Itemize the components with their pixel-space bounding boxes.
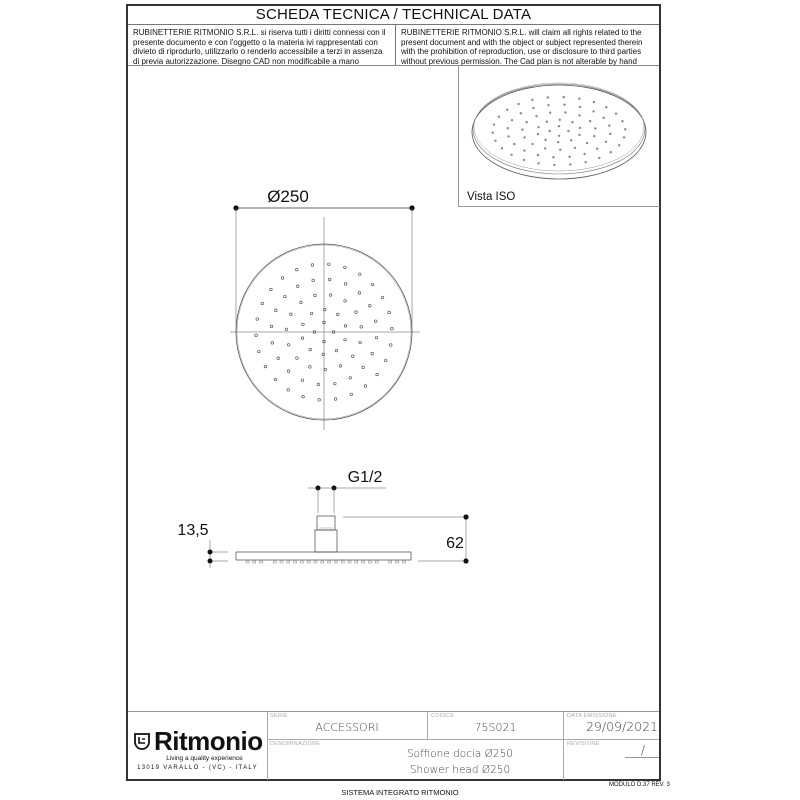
nozzle-hole bbox=[256, 318, 259, 321]
nozzle-hole bbox=[285, 328, 288, 331]
nozzle-hole bbox=[337, 313, 340, 316]
nozzle-hole bbox=[318, 399, 321, 402]
side-nozzle bbox=[287, 561, 290, 563]
side-nozzle bbox=[280, 561, 283, 563]
notice-italian: RUBINETTERIE RITMONIO S.R.L. si riserva tutti i diritti connessi con il presente documento e con l'oggetto o la materia ivi rappresentati con divieto di riprodurlo, utilizzarlo o renderlo accessibile a terzi in assenza di previa autorizzazione. Disegno CAD non modificabile a mano bbox=[128, 25, 396, 65]
nozzle-hole bbox=[309, 348, 312, 351]
brand-tagline: Living a quality experience bbox=[166, 755, 243, 762]
nozzle-hole bbox=[324, 368, 327, 371]
nozzle-hole bbox=[388, 311, 391, 314]
nozzle-hole bbox=[258, 350, 261, 353]
data-emissione-label: DATA EMISSIONE bbox=[567, 713, 617, 719]
side-view-nozzles bbox=[246, 561, 405, 563]
footer-system: SISTEMA INTEGRATO RITMONIO bbox=[341, 788, 459, 797]
side-nozzle bbox=[375, 561, 378, 563]
serie-value: ACCESSORI bbox=[315, 721, 379, 734]
arm-fitting bbox=[315, 530, 337, 552]
nozzle-hole bbox=[310, 312, 313, 315]
nozzle-hole bbox=[344, 338, 347, 341]
nozzle-hole bbox=[277, 357, 280, 360]
nozzle-hole bbox=[344, 266, 347, 269]
nozzle-hole bbox=[311, 264, 314, 267]
side-nozzle bbox=[341, 561, 344, 563]
side-nozzle bbox=[328, 561, 331, 563]
nozzle-hole bbox=[364, 385, 367, 388]
side-nozzle bbox=[368, 561, 371, 563]
dimension-dot bbox=[463, 558, 468, 563]
dimension-dot bbox=[208, 550, 213, 555]
nozzle-hole bbox=[355, 311, 358, 314]
side-nozzle bbox=[389, 561, 392, 563]
nozzle-hole bbox=[389, 344, 392, 347]
nozzle-hole bbox=[301, 337, 304, 340]
side-nozzle bbox=[294, 561, 297, 563]
company-address: 13019 VARALLO - (VC) - ITALY bbox=[137, 765, 258, 771]
nozzle-hole bbox=[381, 296, 384, 299]
side-nozzle bbox=[253, 561, 256, 563]
nozzle-hole bbox=[358, 292, 361, 295]
technical-drawing bbox=[128, 6, 659, 706]
dimension-dot bbox=[463, 514, 468, 519]
nozzle-hole bbox=[328, 278, 331, 281]
company-logo-block bbox=[128, 712, 268, 780]
side-nozzle bbox=[260, 561, 263, 563]
nozzle-hole bbox=[328, 263, 331, 266]
serie-cell bbox=[267, 712, 428, 740]
nozzle-hole bbox=[376, 373, 379, 376]
denominazione-cell bbox=[267, 740, 564, 780]
side-nozzle bbox=[273, 561, 276, 563]
nozzle-hole bbox=[339, 365, 342, 368]
nozzle-hole bbox=[301, 379, 304, 382]
diameter-dimension-label: Ø250 bbox=[267, 187, 309, 206]
nozzle-hole bbox=[360, 326, 363, 329]
title-block bbox=[128, 711, 659, 780]
side-nozzle bbox=[246, 561, 249, 563]
nozzle-hole bbox=[312, 279, 315, 282]
data-emissione-value: 29/09/2021 bbox=[585, 719, 658, 734]
sheet-title: SCHEDA TECNICA / TECHNICAL DATA bbox=[128, 6, 659, 25]
revisione-cell bbox=[564, 740, 659, 780]
revisione-value: / bbox=[640, 743, 645, 757]
nozzle-hole bbox=[351, 355, 354, 358]
codice-cell bbox=[428, 712, 564, 740]
side-nozzle bbox=[396, 561, 399, 563]
nozzle-hole bbox=[275, 309, 278, 312]
side-nozzle bbox=[314, 561, 317, 563]
revisione-label: REVISIONE bbox=[567, 741, 600, 747]
nozzle-hole bbox=[317, 383, 320, 386]
nozzle-hole bbox=[261, 302, 264, 305]
nozzle-hole bbox=[302, 395, 305, 398]
nozzle-hole bbox=[362, 366, 365, 369]
notice-english: RUBINETTERIE RITMONIO S.R.L. will claim all rights related to the present document and with the object or subject represented therein with the prohibition of reproduction, use or disclosure to third parties without previous permission. The Cad plan is not alterable by hand bbox=[401, 28, 643, 65]
side-nozzle bbox=[402, 561, 405, 563]
nozzle-hole bbox=[290, 313, 293, 316]
nozzle-hole bbox=[264, 365, 267, 368]
nozzle-hole bbox=[329, 294, 332, 297]
nozzle-hole bbox=[344, 325, 347, 328]
nozzle-hole bbox=[295, 268, 298, 271]
side-nozzle bbox=[348, 561, 351, 563]
nozzle-hole bbox=[281, 277, 284, 280]
thread-dimension-label: G1/2 bbox=[347, 469, 383, 486]
nozzle-hole bbox=[371, 352, 374, 355]
height-dimension-label: 62 bbox=[446, 535, 464, 552]
side-nozzle bbox=[362, 561, 365, 563]
side-nozzle bbox=[300, 561, 303, 563]
nozzle-hole bbox=[359, 341, 362, 344]
nozzle-hole bbox=[344, 300, 347, 303]
nozzle-hole bbox=[349, 376, 352, 379]
nozzle-hole bbox=[368, 304, 371, 307]
nozzle-hole bbox=[270, 288, 273, 291]
nozzle-hole bbox=[375, 336, 378, 339]
iso-view-label: Vista ISO bbox=[467, 191, 516, 203]
denominazione-value-it: Soffione docia Ø250 bbox=[407, 748, 513, 760]
data-emissione-cell bbox=[564, 712, 659, 740]
nozzle-hole bbox=[270, 325, 273, 328]
nozzle-hole bbox=[255, 334, 258, 337]
footer-module: MODULO D.37 REV. 3 bbox=[609, 782, 670, 788]
serie-label: SERIE bbox=[270, 713, 289, 719]
nozzle-hole bbox=[350, 393, 353, 396]
nozzle-hole bbox=[287, 370, 290, 373]
nozzle-hole bbox=[334, 382, 337, 385]
nozzle-hole bbox=[334, 398, 337, 401]
side-nozzle bbox=[334, 561, 337, 563]
revisione-underline bbox=[625, 757, 659, 758]
codice-value: 75S021 bbox=[474, 721, 517, 734]
nozzle-hole bbox=[309, 366, 312, 369]
nozzle-hole bbox=[374, 320, 377, 323]
thickness-dimension-label: 13,5 bbox=[177, 522, 209, 539]
nozzle-hole bbox=[335, 349, 338, 352]
nozzle-hole bbox=[296, 285, 299, 288]
side-nozzle bbox=[355, 561, 358, 563]
side-nozzle bbox=[307, 561, 310, 563]
brand-name: Ritmonio bbox=[154, 726, 263, 756]
nozzle-hole bbox=[274, 378, 277, 381]
denominazione-value-en: Shower head Ø250 bbox=[409, 764, 511, 776]
nozzle-hole bbox=[302, 323, 305, 326]
nozzle-hole bbox=[358, 273, 361, 276]
codice-label: CODICE bbox=[431, 713, 455, 719]
nozzle-hole bbox=[391, 327, 394, 330]
ritmonio-logo-icon bbox=[133, 732, 151, 750]
nozzle-hole bbox=[384, 359, 387, 362]
nozzle-hole bbox=[314, 294, 317, 297]
nozzle-hole bbox=[287, 343, 290, 346]
nozzle-hole bbox=[296, 357, 299, 360]
nozzle-hole bbox=[271, 342, 274, 345]
shower-head-side bbox=[236, 552, 411, 560]
side-nozzle bbox=[321, 561, 324, 563]
nozzle-hole bbox=[284, 295, 287, 298]
dimension-dot bbox=[208, 559, 213, 564]
denominazione-label: DENOMINAZIONE bbox=[270, 741, 321, 747]
nozzle-hole bbox=[300, 301, 303, 304]
nozzle-hole bbox=[287, 389, 290, 392]
nozzle-hole bbox=[371, 283, 374, 286]
drawing-frame bbox=[126, 4, 661, 781]
nozzle-hole bbox=[344, 283, 347, 286]
